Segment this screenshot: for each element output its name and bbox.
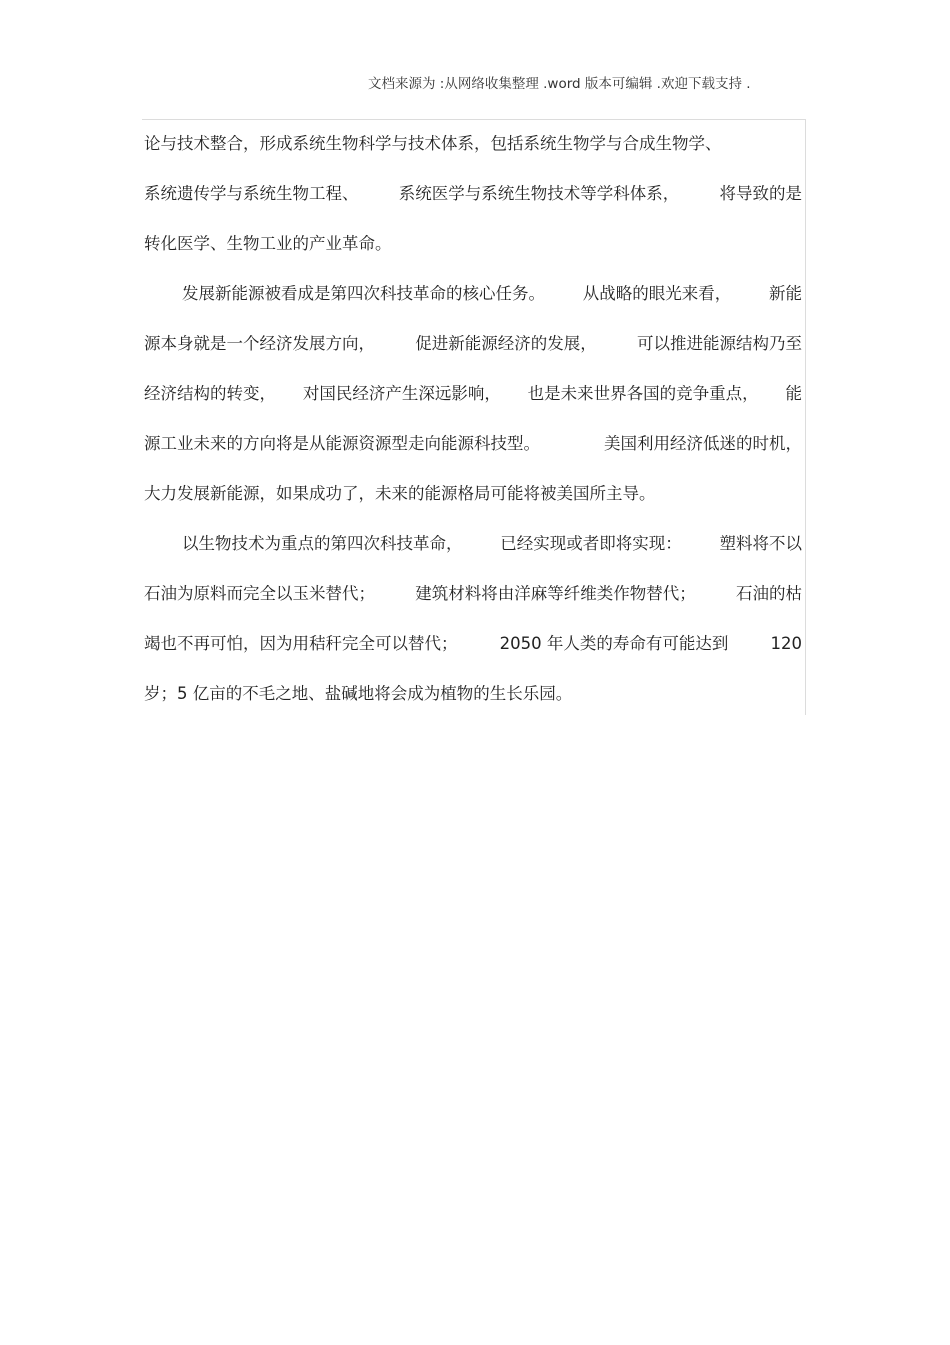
- text-segment: 也是未来世界各国的竞争重点，: [527, 384, 759, 403]
- paragraph-1-line-2: [144, 183, 802, 205]
- text-segment: 促进新能源经济的发展，: [415, 334, 597, 353]
- text-segment: 源工业未来的方向将是从能源资源型走向能源科技型。: [144, 434, 540, 453]
- paragraph-2-line-1: [144, 283, 802, 305]
- text-segment: 发展新能源被看成是第四次科技革命的核心任务。: [182, 284, 545, 303]
- paragraph-3-line-4: [144, 683, 802, 705]
- text-segment: 经济结构的转变，: [144, 384, 276, 403]
- text-segment: 竭也不再可怕，因为用秸秆完全可以替代；: [144, 634, 458, 653]
- text-segment: 源本身就是一个经济发展方向，: [144, 334, 375, 353]
- text-segment: 可以推进能源结构乃至: [637, 334, 802, 353]
- text-segment: 以生物技术为重点的第四次科技革命，: [182, 534, 463, 553]
- text-segment: 能: [785, 384, 802, 403]
- text-segment: 从战略的眼光来看，: [582, 284, 732, 303]
- text-segment: 新能: [769, 284, 802, 303]
- paragraph-2-line-4: [144, 433, 802, 455]
- content-frame: [142, 119, 806, 715]
- text-segment: 塑料将不以: [719, 534, 802, 553]
- text-segment: 对国民经济产生深远影响，: [302, 384, 501, 403]
- text-segment: 论与技术整合，形成系统生物科学与技术体系，包括系统生物学与合成生物学、: [144, 134, 722, 153]
- text-segment: 转化医学、生物工业的产业革命。: [144, 234, 392, 253]
- paragraph-1-line-3: [144, 233, 802, 255]
- text-segment: 2050 年人类的寿命有可能达到: [499, 634, 729, 653]
- paragraph-1-line-1: [144, 133, 802, 155]
- paragraph-2-line-3: [144, 383, 802, 405]
- text-segment: 岁；5 亿亩的不毛之地、盐碱地将会成为植物的生长乐园。: [144, 684, 573, 703]
- text-segment: 系统遗传学与系统生物工程、: [144, 184, 359, 203]
- text-segment: 120: [770, 634, 802, 653]
- text-segment: 大力发展新能源，如果成功了，未来的能源格局可能将被美国所主导。: [144, 484, 656, 503]
- text-segment: 系统医学与系统生物技术等学科体系，: [398, 184, 680, 203]
- text-segment: 已经实现或者即将实现：: [500, 534, 682, 553]
- paragraph-3-line-1: [144, 533, 802, 555]
- paragraph-3-line-3: [144, 633, 802, 655]
- paragraph-3-line-2: [144, 583, 802, 605]
- text-segment: 石油为原料而完全以玉米替代；: [144, 584, 375, 603]
- paragraph-2-line-5: [144, 483, 802, 505]
- text-segment: 将导致的是: [719, 184, 802, 203]
- text-segment: 美国利用经济低迷的时机，: [604, 434, 802, 453]
- page-header: 文档来源为 :从网络收集整理 .word 版本可编辑 .欢迎下载支持 .: [368, 76, 751, 92]
- paragraph-2-line-2: [144, 333, 802, 355]
- text-segment: 建筑材料将由洋麻等纤维类作物替代；: [415, 584, 696, 603]
- text-segment: 石油的枯: [736, 584, 802, 603]
